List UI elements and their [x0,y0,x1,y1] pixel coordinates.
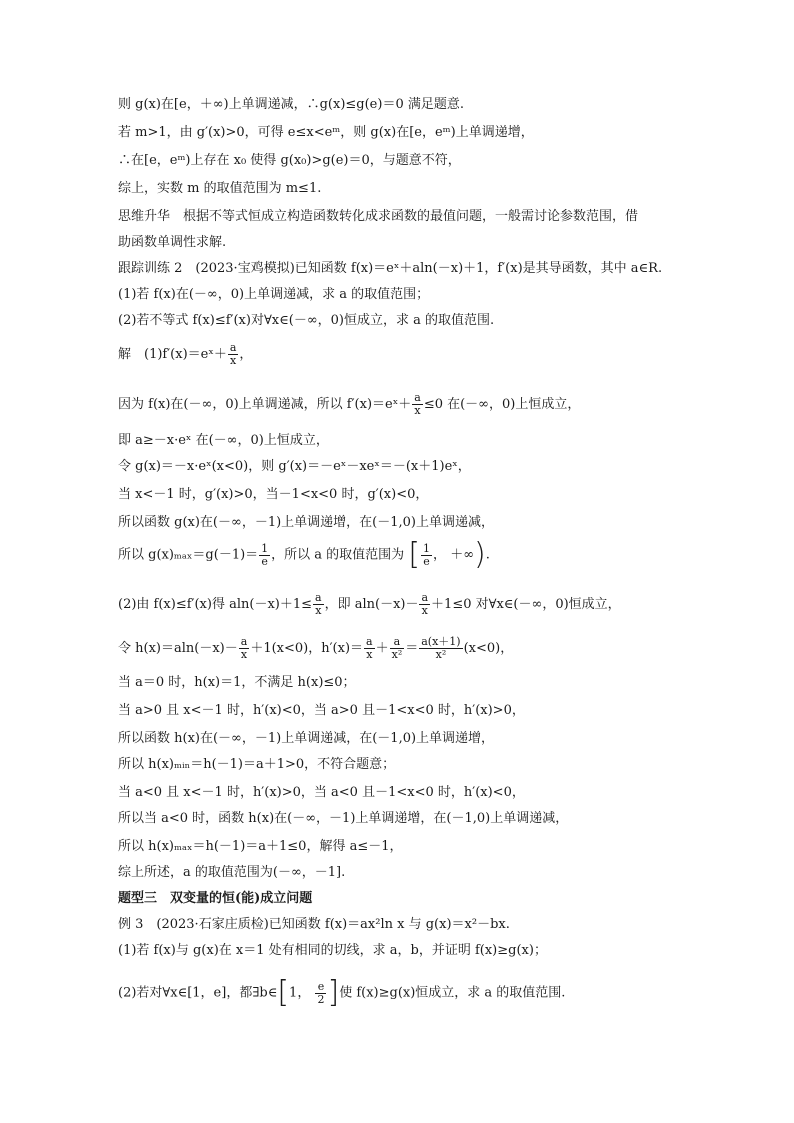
section-heading: 题型三 双变量的恒(能)成立问题 [118,891,313,906]
solution-line-2 [118,392,734,417]
math-token: ＋∞ [450,547,475,563]
math-token: x [421,604,428,617]
exercise-part-2: (2)若不等式 f(x)≤f′(x)对∀x∈(－∞，0)恒成立，求 a 的取值范围. [118,313,495,328]
math-token: (2)由 f(x)≤f′(x)得 aln(－x)＋1≤ [118,597,313,612]
math-token: (x<0)， [463,641,514,656]
math-token: x [315,604,322,617]
math-token: 因为 f(x)在(－∞，0)上单调递减，所以 f′(x)＝eˣ＋ [118,397,412,412]
fraction-a-over-x [239,636,250,661]
solution-line-11: 当 a>0 且 x<－1 时，h′(x)<0，当 a>0 且－1<x<0 时，h′(x)>0， [118,703,525,718]
math-token: 1 [261,541,269,555]
fraction-a-over-x [313,592,324,617]
solution-line-15: 所以当 a<0 时，函数 h(x)在(－∞，－1)上单调递增，在(－1,0)上单调递减， [118,811,569,826]
math-token: 2 [317,992,325,1006]
math-token: a [414,391,421,404]
math-token: 1 [423,541,431,555]
math-token: ， [433,547,447,563]
summary-line-2: 助函数单调性求解. [118,235,227,250]
math-token: a [366,635,373,648]
exercise-part-1: (1)若 f(x)在(－∞，0)上单调递减，求 a 的取值范围； [118,287,430,302]
math-token: x² [435,648,447,661]
text-line-4: 综上，实数 m 的取值范围为 m≤1. [118,181,322,196]
example-part-1: (1)若 f(x)与 g(x)在 x＝1 处有相同的切线，求 a，b，并证明 f(x)≥g(x)； [118,943,547,958]
math-token: a [421,591,429,604]
math-token: 所以 g(x)ₘₐₓ＝g(－1)＝ [118,547,259,563]
text-line-2: 若 m>1，由 g′(x)>0，可得 e≤x<eᵐ，则 g(x)在[e，eᵐ)上单调递增， [118,125,534,140]
fraction-1-over-e [421,543,432,568]
solution-line-4: 令 g(x)＝－x·eˣ(x<0)，则 g′(x)＝－eˣ－xeˣ＝－(x＋1)eˣ， [118,459,471,474]
fraction-a-over-x [364,636,375,661]
math-token: a(x＋1) [421,635,461,648]
solution-line-14: 当 a<0 且 x<－1 时，h′(x)>0，当 a<0 且－1<x<0 时，h′(x)<0， [118,785,525,800]
math-token: ≤0 在(－∞，0)上恒成立， [423,397,581,412]
solution-line-3: 即 a≥－x·eˣ 在(－∞，0)上恒成立， [118,433,329,448]
math-token: 1， [289,985,311,1001]
math-token: a [229,341,237,354]
solution-line-12: 所以函数 h(x)在(－∞，－1)上单调递减，在(－1,0)上单调递增， [118,731,495,746]
fraction-a-over-x [412,392,423,417]
math-token: x [230,354,237,367]
bracket-symbol: [ [277,975,290,1010]
math-token: ＋1≤0 对∀x∈(－∞，0)恒成立， [431,597,621,612]
math-token: x [414,404,421,417]
bracket-symbol: ) [474,537,486,572]
fraction-e-over-2 [315,981,326,1006]
math-token: x [240,648,248,661]
math-token: x² [391,648,403,661]
math-token: a [390,636,405,649]
bracket-symbol: [ [408,537,421,572]
solution-line-16: 所以 h(x)ₘₐₓ＝h(－1)＝a＋1≤0，解得 a≤－1， [118,839,403,854]
math-token: x [366,648,373,661]
math-token: ， [239,347,253,362]
solution-line-13: 所以 h(x)ₘᵢₙ＝h(－1)＝a＋1>0，不符合题意； [118,757,396,772]
math-token: ＋ [375,641,389,656]
fraction-ax1-over-x2 [419,636,462,661]
fraction-a-over-x2 [390,636,405,661]
math-token: e [423,554,430,568]
example-part-2 [118,975,734,1010]
solution-line-1 [118,342,734,367]
math-token: . [485,547,490,563]
solution-line-5: 当 x<－1 时，g′(x)>0，当－1<x<0 时，g′(x)<0， [118,487,429,502]
text-line-3: ∴在[e，eᵐ)上存在 x₀ 使得 g(x₀)>g(e)＝0，与题意不符， [118,153,461,168]
math-token: ＋1(x<0)，h′(x)＝ [250,641,364,656]
math-token: (2)若对∀x∈[1，e]，都∃b∈ [118,985,278,1001]
text-line-1: 则 g(x)在[e，＋∞)上单调递减，∴g(x)≤g(e)＝0 满足题意. [118,97,464,112]
math-token: a [240,635,248,648]
fraction-1-over-e [259,543,270,568]
math-token: ＝ [405,641,419,656]
bracket-symbol: ] [327,975,340,1010]
math-token: e [315,981,326,994]
solution-line-9 [118,636,734,661]
solution-line-8 [118,592,734,617]
example-title: 例 3 (2023·石家庄质检)已知函数 f(x)＝ax²ln x 与 g(x)＝x²－bx. [118,917,510,932]
math-token: e [261,554,268,568]
math-token: 解 (1)f′(x)＝eˣ＋ [118,347,227,362]
math-token: 令 h(x)＝aln(－x)－ [118,641,238,656]
solution-line-6: 所以函数 g(x)在(－∞，－1)上单调递增，在(－1,0)上单调递减， [118,515,494,530]
summary-line-1: 思维升华 根据不等式恒成立构造函数转化成求函数的最值问题，一般需讨论参数范围，借 [118,209,639,224]
fraction-a-over-x [419,592,430,617]
math-token: ，即 aln(－x)－ [324,597,419,612]
math-token: ，所以 a 的取值范围为 [271,547,405,563]
fraction-a-over-x [228,342,239,367]
solution-line-10: 当 a＝0 时，h(x)＝1，不满足 h(x)≤0； [118,675,356,690]
math-token: a [315,591,322,604]
solution-line-17: 综上所述，a 的取值范围为(－∞，－1]. [118,865,346,880]
exercise-title: 跟踪训练 2 (2023·宝鸡模拟)已知函数 f(x)＝eˣ＋aln(－x)＋1，f′(x)是其导函数，其中 a∈R. [118,261,663,276]
math-token: 使 f(x)≥g(x)恒成立，求 a 的取值范围. [339,985,566,1001]
solution-line-7 [118,537,734,572]
